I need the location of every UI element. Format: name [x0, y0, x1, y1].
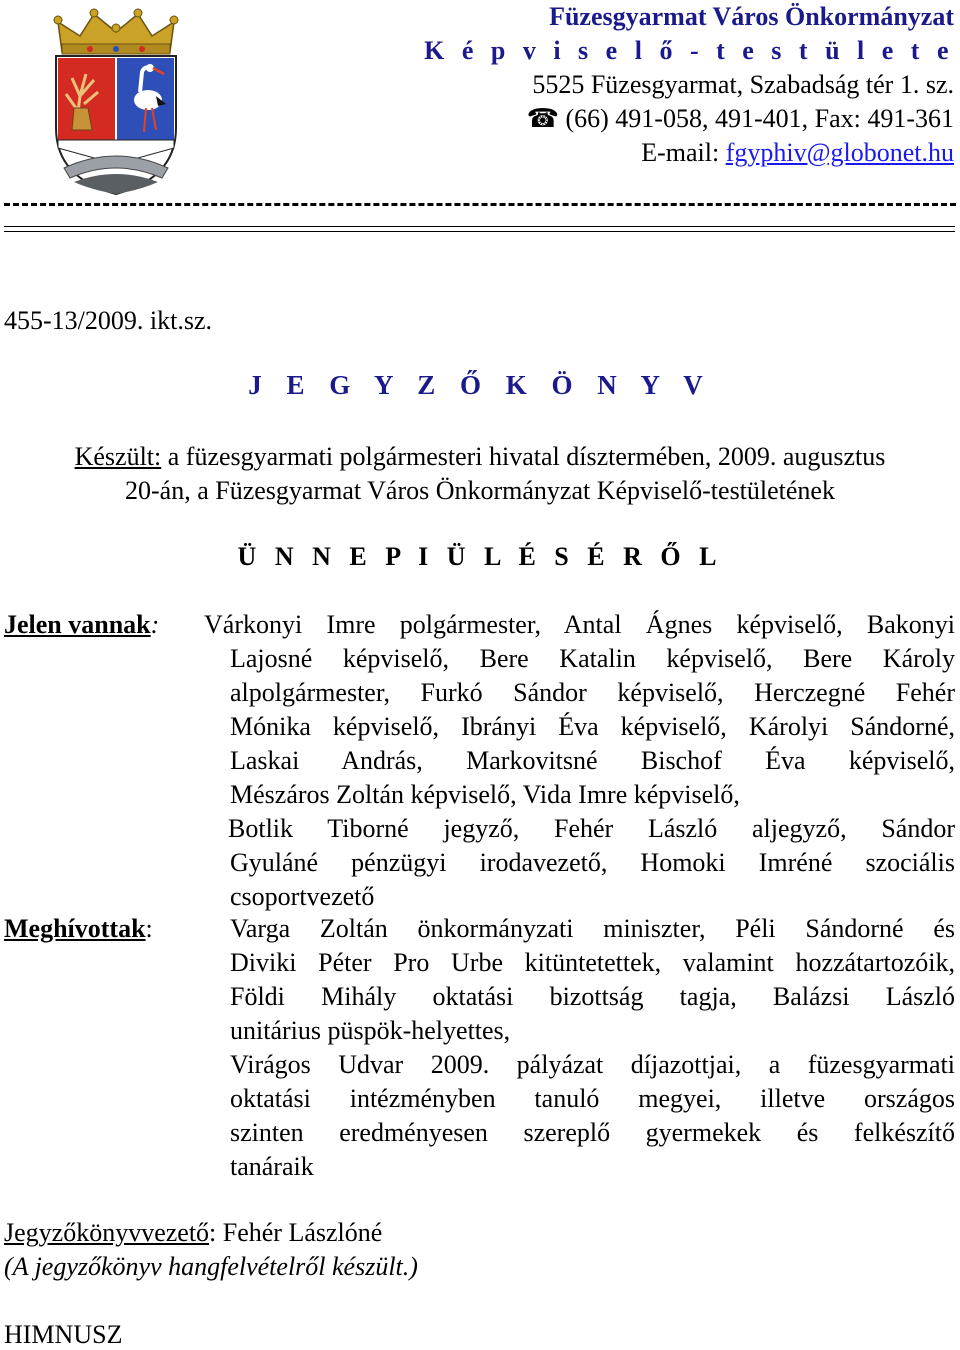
- email-label: E-mail:: [641, 138, 726, 167]
- telephone-icon: ☎: [526, 104, 559, 133]
- present-line: Lajosné képviselő, Bere Katalin képviselő, Bere Károly: [230, 644, 955, 673]
- double-rule-top: [4, 226, 955, 227]
- present-line: Gyuláné pénzügyi irodavezető, Homoki Imréné szociális: [230, 848, 955, 877]
- header-phone: (66) 491-058, 491-401, Fax: 491-361: [565, 104, 954, 133]
- session-title: Ü N N E P I Ü L É S É R Ő L: [237, 542, 723, 571]
- invited-line: szinten eredményesen szereplő gyermekek és felkészítő: [230, 1118, 955, 1147]
- present-line: Mónika képviselő, Ibrányi Éva képviselő, Károlyi Sándorné,: [230, 712, 955, 741]
- invited-colon: :: [145, 914, 153, 943]
- made-label: Készült:: [74, 442, 162, 471]
- invited-label: Meghívottak: [4, 914, 146, 943]
- header-address: 5525 Füzesgyarmat, Szabadság tér 1. sz.: [532, 70, 954, 99]
- invited-line: Földi Mihály oktatási bizottság tagja, Balázsi László: [230, 982, 955, 1011]
- double-rule-bottom: [4, 231, 955, 232]
- made-text-2: 20-án, a Füzesgyarmat Város Önkormányzat Képviselő-testületének: [125, 476, 835, 505]
- invited-line: tanáraik: [230, 1152, 314, 1181]
- present-line: alpolgármester, Furkó Sándor képviselő, Herczegné Fehér: [230, 678, 955, 707]
- invited-line: Virágos Udvar 2009. pályázat díjazottjai, a füzesgyarmati: [230, 1050, 955, 1079]
- recorder-name: : Fehér Lászlóné: [209, 1218, 383, 1247]
- recorder-label: Jegyzőkönyvvezető: [4, 1218, 210, 1247]
- invited-line: Varga Zoltán önkormányzati miniszter, Péli Sándorné és: [230, 914, 955, 943]
- present-line: Botlik Tiborné jegyző, Fehér László aljegyző, Sándor: [228, 814, 955, 843]
- present-line: csoportvezető: [230, 882, 375, 911]
- agenda-item-himnusz: HIMNUSZ: [4, 1320, 123, 1349]
- crown: [54, 9, 178, 54]
- present-colon: :: [150, 610, 160, 639]
- coat-of-arms: [50, 8, 182, 196]
- email-link[interactable]: fgyphiv@globonet.hu: [725, 138, 954, 167]
- header-phone-line: [527, 104, 954, 134]
- header-body-name: K é p v i s e l ő - t e s t ü l e t e: [424, 36, 954, 65]
- recorder-line: [4, 1218, 382, 1248]
- present-label: Jelen vannak: [4, 610, 151, 639]
- invited-line: oktatási intézményben tanuló megyei, illetve országos: [230, 1084, 955, 1113]
- document-title: J E G Y Z Ő K Ö N Y V: [248, 370, 712, 400]
- invited-line: Diviki Péter Pro Urbe kitüntetettek, valamint hozzátartozóik,: [230, 948, 955, 977]
- dashed-separator: [4, 203, 956, 216]
- recording-note: (A jegyzőkönyv hangfelvételről készült.): [4, 1252, 418, 1281]
- made-text: a füzesgyarmati polgármesteri hivatal dísztermében, 2009. augusztus: [161, 442, 886, 471]
- present-line: Mészáros Zoltán képviselő, Vida Imre képviselő,: [230, 780, 740, 809]
- present-line: Várkonyi Imre polgármester, Antal Ágnes képviselő, Bakonyi: [204, 610, 955, 639]
- present-line: Laskai András, Markovitsné Bischof Éva képviselő,: [230, 746, 955, 775]
- shield: [56, 56, 176, 194]
- header-org-name: Füzesgyarmat Város Önkormányzat: [549, 2, 954, 31]
- reference-number: 455-13/2009. ikt.sz.: [4, 306, 212, 335]
- made-paragraph: [22, 440, 938, 508]
- invited-line: unitárius püspök-helyettes,: [230, 1016, 511, 1045]
- present-label-group: [4, 610, 159, 640]
- header-email-line: [641, 138, 954, 168]
- invited-label-group: [4, 914, 153, 944]
